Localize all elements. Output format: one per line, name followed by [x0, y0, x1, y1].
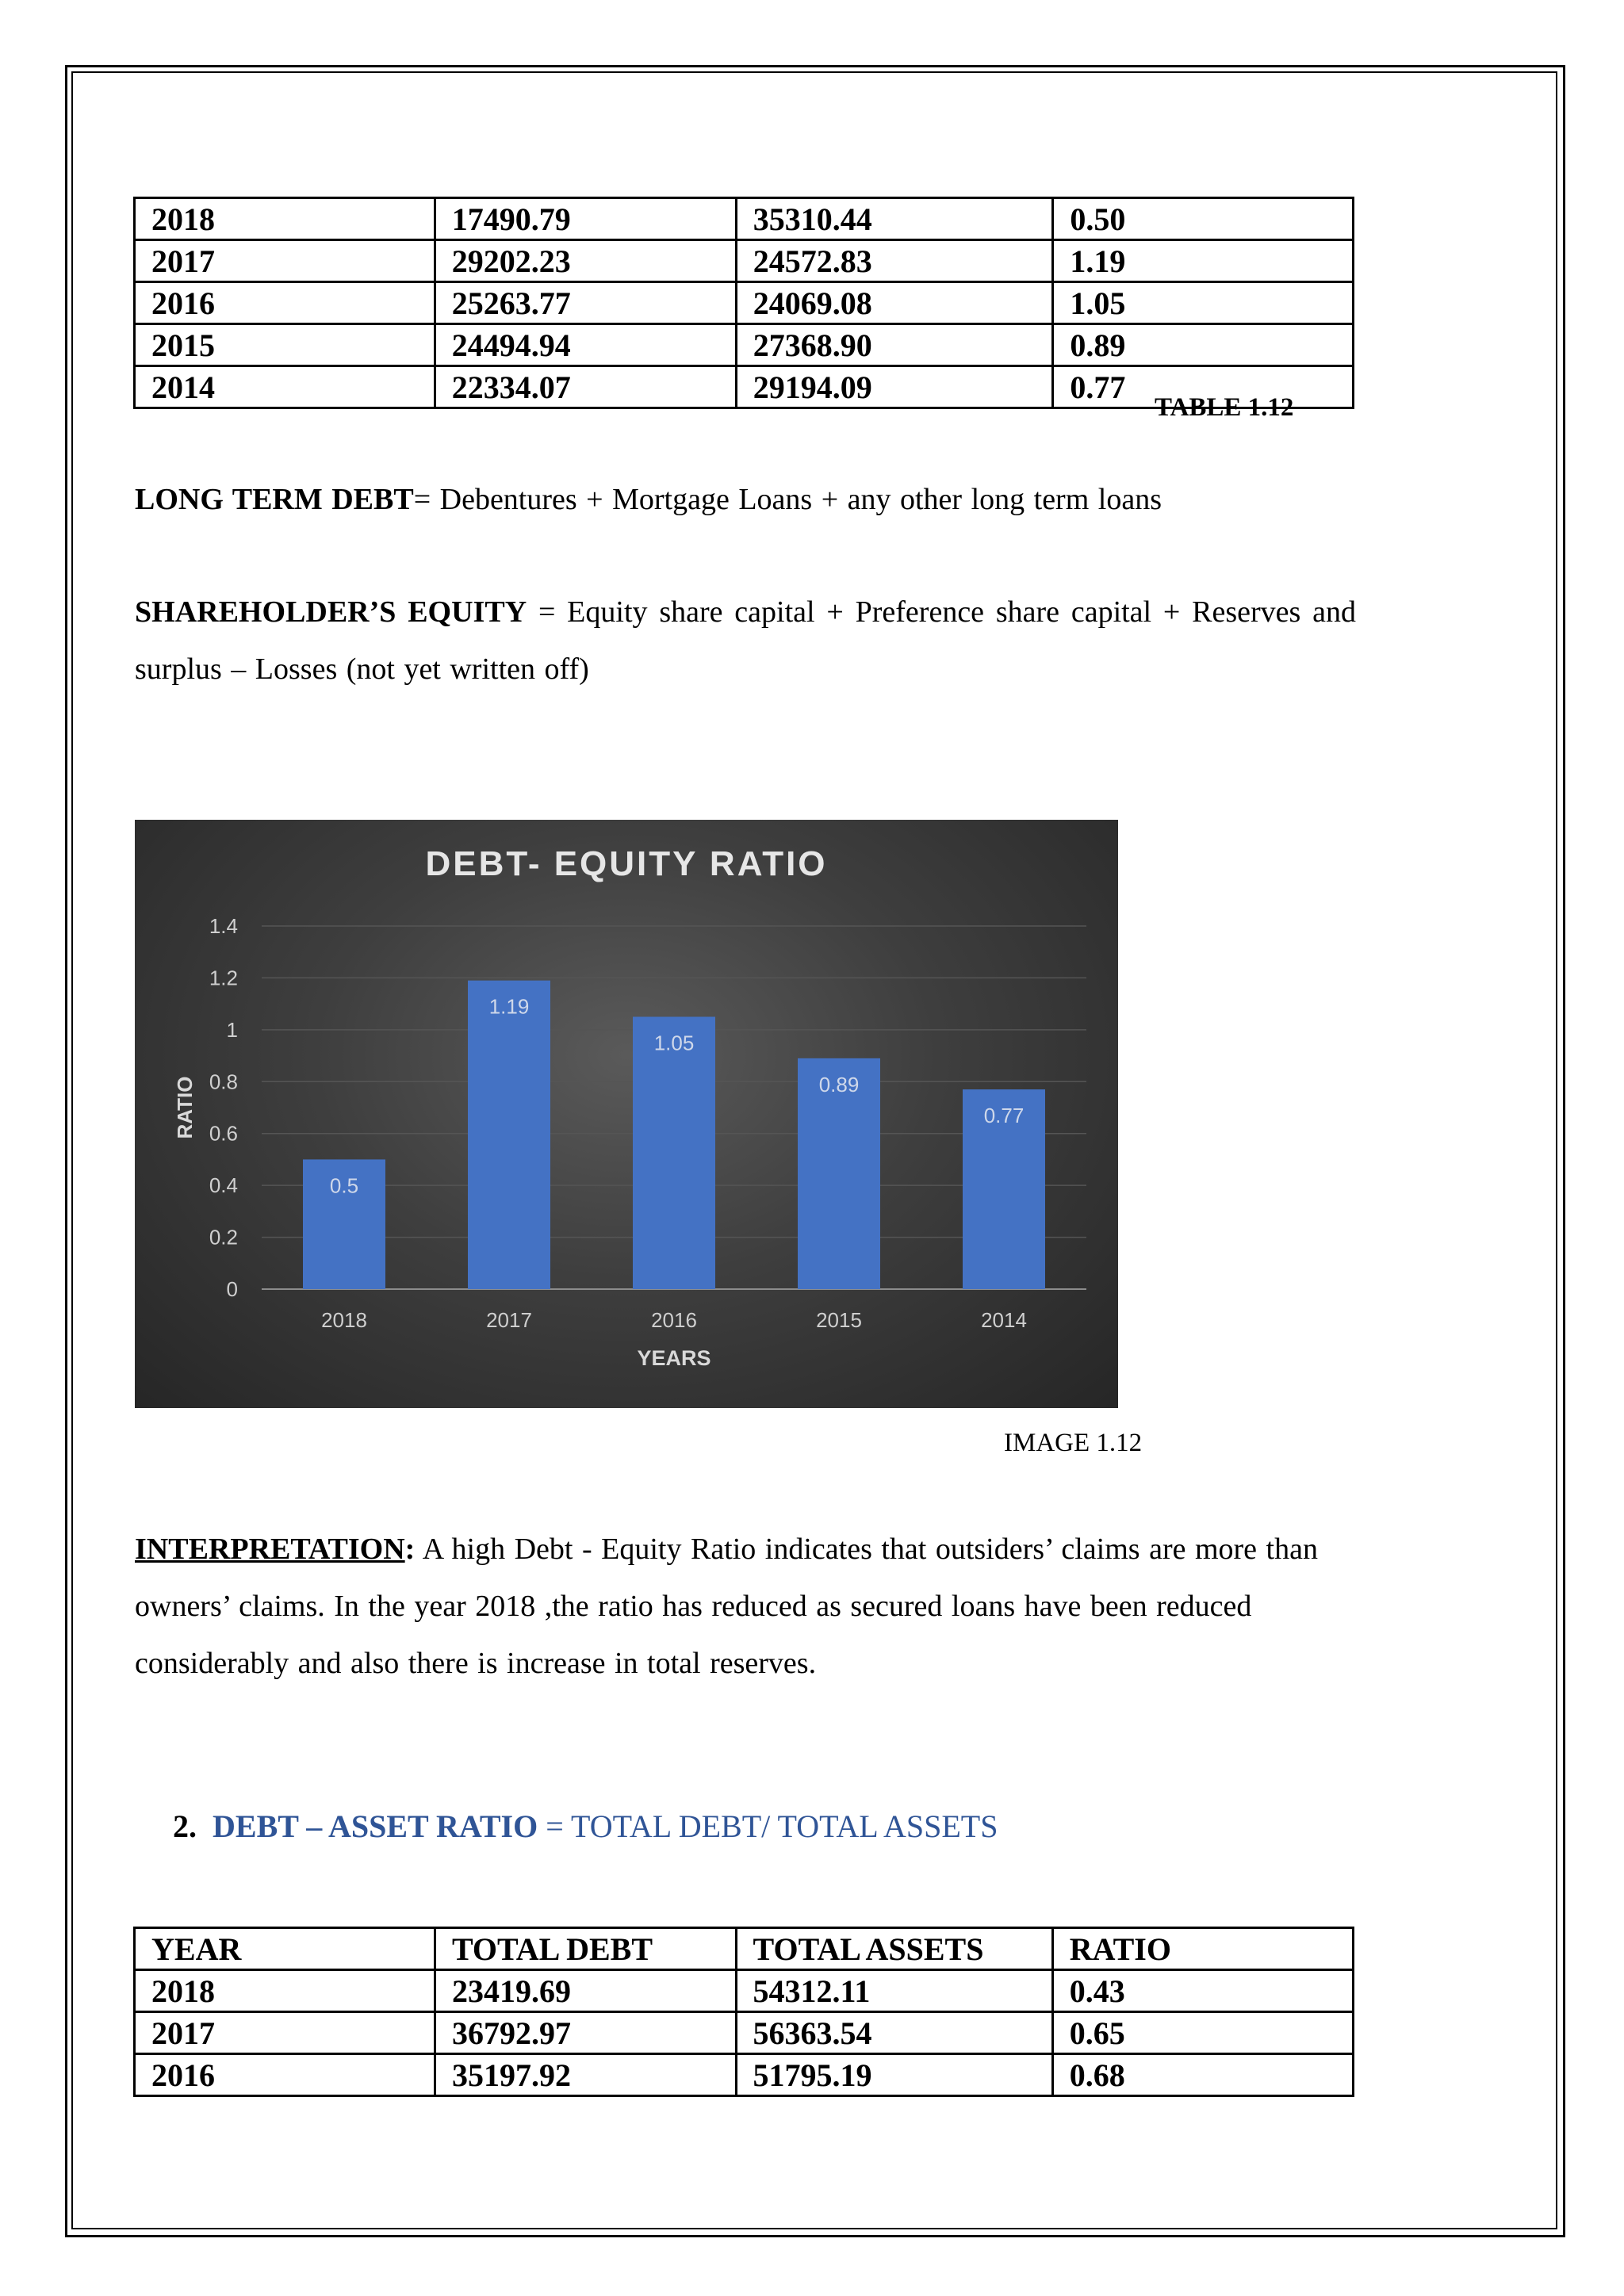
long-term-debt-definition	[135, 471, 1356, 528]
section-formula: = TOTAL DEBT/ TOTAL ASSETS	[538, 1808, 998, 1844]
table-row	[135, 2012, 1354, 2054]
section-heading	[173, 1808, 998, 1845]
interpretation-label: INTERPRETATION	[135, 1533, 405, 1566]
table-cell: 0.89	[1053, 324, 1354, 366]
debt-equity-chart	[135, 820, 1118, 1408]
table-header-cell: YEAR	[135, 1928, 435, 1970]
table-cell: 22334.07	[435, 366, 736, 408]
shareholders-equity-definition	[135, 584, 1356, 698]
y-tick-label: 1	[226, 1017, 238, 1042]
table-cell: 0.68	[1052, 2054, 1353, 2096]
table-cell: 25263.77	[435, 282, 736, 324]
y-tick-label: 0.6	[209, 1121, 238, 1146]
interpretation-text: A high Debt - Equity Ratio indicates that outsiders’ claims are more than owners’ claims. In the year 2018 ,the ratio has reduced as secured loans have been reduced considerably and also there is increase in total reserves.	[135, 1533, 1318, 1680]
table-cell: 1.05	[1053, 282, 1354, 324]
table-header-row	[135, 1928, 1354, 1970]
table-cell: 24069.08	[736, 282, 1053, 324]
table-cell: 2015	[135, 324, 435, 366]
definition-text: = Debentures + Mortgage Loans + any other long term loans	[413, 483, 1162, 516]
table-cell: 2018	[135, 198, 435, 240]
table-cell: 23419.69	[435, 1970, 736, 2012]
table-header-cell: RATIO	[1052, 1928, 1353, 1970]
definition-text: = Equity share capital + Preference share capital + Reserves and surplus – Losses (not yet written off)	[135, 595, 1357, 686]
table-cell: 27368.90	[736, 324, 1053, 366]
table-header-cell: TOTAL DEBT	[435, 1928, 736, 1970]
chart-title: DEBT- EQUITY RATIO	[425, 844, 828, 883]
y-axis-label: RATIO	[173, 1076, 197, 1139]
interpretation-paragraph	[135, 1521, 1348, 1692]
table-cell: 35310.44	[736, 198, 1053, 240]
table-cell: 2018	[135, 1970, 435, 2012]
table-row	[135, 2054, 1354, 2096]
table-caption: TABLE 1.12	[1155, 393, 1294, 422]
table-cell: 2017	[135, 2012, 435, 2054]
y-tick-label: 0	[226, 1277, 238, 1301]
bar-data-label: 1.19	[488, 994, 530, 1019]
table-cell: 2017	[135, 240, 435, 282]
debt-equity-table	[133, 197, 1354, 409]
table-row	[135, 324, 1354, 366]
table-cell: 17490.79	[435, 198, 736, 240]
table-cell: 35197.92	[435, 2054, 736, 2096]
table-cell: 0.50	[1053, 198, 1354, 240]
bar-data-label: 1.05	[653, 1031, 695, 1055]
table-cell: 2016	[135, 2054, 435, 2096]
table-row	[135, 198, 1354, 240]
x-axis-label: YEARS	[637, 1346, 711, 1370]
table-row	[135, 1970, 1354, 2012]
table-cell: 1.19	[1053, 240, 1354, 282]
table-row	[135, 240, 1354, 282]
x-tick-label: 2016	[651, 1308, 697, 1332]
bar-data-label: 0.77	[983, 1104, 1025, 1128]
x-tick-label: 2018	[321, 1308, 367, 1332]
interpretation-colon: :	[404, 1533, 416, 1566]
table-cell: 29194.09	[736, 366, 1053, 408]
section-number: 2.	[173, 1808, 197, 1844]
table-cell: 0.43	[1052, 1970, 1353, 2012]
table-cell: 2014	[135, 366, 435, 408]
chart-svg	[135, 820, 1118, 1408]
y-tick-label: 1.2	[209, 966, 238, 990]
table-row	[135, 282, 1354, 324]
x-tick-label: 2014	[981, 1308, 1027, 1332]
table-cell: 0.77	[1053, 366, 1354, 408]
x-tick-label: 2015	[816, 1308, 862, 1332]
table-cell: 51795.19	[736, 2054, 1052, 2096]
section-title: DEBT – ASSET RATIO	[213, 1808, 538, 1844]
y-tick-label: 0.4	[209, 1173, 238, 1198]
chart-bar	[633, 1017, 715, 1290]
y-tick-label: 1.4	[209, 914, 238, 938]
table-cell: 36792.97	[435, 2012, 736, 2054]
image-caption: IMAGE 1.12	[1004, 1429, 1143, 1457]
bar-data-label: 0.89	[818, 1072, 860, 1096]
definition-label: SHAREHOLDER’S EQUITY	[135, 595, 527, 629]
bar-data-label: 0.5	[329, 1173, 359, 1198]
table-cell: 24494.94	[435, 324, 736, 366]
table-cell: 54312.11	[736, 1970, 1052, 2012]
table-header-cell: TOTAL ASSETS	[736, 1928, 1052, 1970]
table-cell: 56363.54	[736, 2012, 1052, 2054]
table-cell: 29202.23	[435, 240, 736, 282]
y-tick-label: 0.2	[209, 1225, 238, 1249]
debt-asset-table	[133, 1927, 1354, 2097]
table-cell: 2016	[135, 282, 435, 324]
y-tick-label: 0.8	[209, 1070, 238, 1094]
chart-bar	[468, 981, 550, 1289]
x-tick-label: 2017	[486, 1308, 532, 1332]
definition-label: LONG TERM DEBT	[135, 483, 414, 516]
table-cell: 0.65	[1052, 2012, 1353, 2054]
table-cell: 24572.83	[736, 240, 1053, 282]
